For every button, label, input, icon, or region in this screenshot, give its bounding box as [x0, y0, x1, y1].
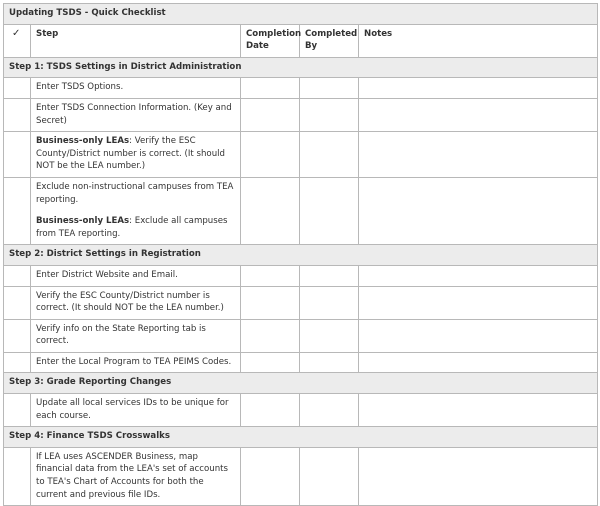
table-row [4, 98, 598, 131]
completed-by-cell[interactable] [300, 78, 359, 99]
step-text: Enter District Website and Email. [36, 269, 178, 280]
section-title: Step 4: Finance TSDS Crosswalks [9, 431, 171, 442]
step-text [31, 178, 240, 244]
completed-by-cell[interactable] [300, 98, 359, 131]
checkmark-icon: ✓ [12, 27, 21, 39]
check-cell[interactable] [4, 352, 31, 373]
table-row [4, 447, 598, 505]
check-cell[interactable] [4, 132, 31, 178]
step-text: If LEA uses ASCENDER Business, map financial data from the LEA's set of accounts to TEA's Chart of Accounts for both the current and previous file IDs. [36, 451, 228, 500]
completed-by-cell[interactable] [300, 132, 359, 178]
notes-cell[interactable] [359, 286, 598, 319]
notes-cell[interactable] [359, 447, 598, 505]
table-row [4, 352, 598, 373]
notes-cell[interactable] [359, 352, 598, 373]
notes-cell[interactable] [359, 319, 598, 352]
check-cell[interactable] [4, 78, 31, 99]
header-notes: Notes [364, 28, 393, 39]
table-row [4, 394, 598, 427]
step-text-part1: Exclude non-instructional campuses from TEA reporting. [36, 181, 234, 205]
completion-date-cell[interactable] [241, 319, 300, 352]
completion-date-cell[interactable] [241, 177, 300, 244]
notes-cell[interactable] [359, 265, 598, 286]
table-row [4, 265, 598, 286]
check-cell[interactable] [4, 265, 31, 286]
completion-date-cell[interactable] [241, 78, 300, 99]
completion-date-cell[interactable] [241, 394, 300, 427]
step-text: Enter the Local Program to TEA PEIMS Codes. [36, 356, 232, 367]
section-title: Step 3: Grade Reporting Changes [9, 377, 172, 388]
check-cell[interactable] [4, 286, 31, 319]
section-title: Step 2: District Settings in Registration [9, 249, 201, 260]
step-text [31, 132, 240, 177]
completion-date-cell[interactable] [241, 132, 300, 178]
header-row [4, 24, 598, 57]
check-cell[interactable] [4, 447, 31, 505]
check-cell[interactable] [4, 319, 31, 352]
step-bold-label: Business-only LEAs [36, 136, 130, 147]
step-text-rest: : Exclude all campuses from TEA reporting. [36, 216, 228, 239]
completed-by-cell[interactable] [300, 286, 359, 319]
table-row [4, 286, 598, 319]
header-completion-date: Completion Date [246, 28, 302, 52]
table-row [4, 177, 598, 244]
notes-cell[interactable] [359, 98, 598, 131]
table-row [4, 132, 598, 178]
completed-by-cell[interactable] [300, 394, 359, 427]
completed-by-cell[interactable] [300, 265, 359, 286]
completion-date-cell[interactable] [241, 286, 300, 319]
completion-date-cell[interactable] [241, 352, 300, 373]
section-title: Step 1: TSDS Settings in District Administration [9, 61, 242, 72]
check-cell[interactable] [4, 394, 31, 427]
step-text: Update all local services IDs to be unique for each course. [36, 398, 229, 421]
table-row [4, 319, 598, 352]
notes-cell[interactable] [359, 177, 598, 244]
table-title-row [4, 4, 598, 25]
step-text: Enter TSDS Connection Information. (Key and Secret) [36, 102, 232, 126]
check-cell[interactable] [4, 177, 31, 244]
completed-by-cell[interactable] [300, 352, 359, 373]
step-text: Verify info on the State Reporting tab is correct. [36, 323, 206, 347]
section-header-row [4, 57, 598, 78]
completed-by-cell[interactable] [300, 177, 359, 244]
step-text: Verify the ESC County/District number is correct. (It should NOT be the LEA number.) [36, 290, 224, 314]
step-text: Enter TSDS Options. [36, 82, 124, 93]
completed-by-cell[interactable] [300, 447, 359, 505]
step-text-rest: : Verify the ESC County/District number is correct. (It should NOT be the LEA number.) [36, 136, 225, 172]
section-header-row [4, 245, 598, 266]
checklist-sheet [3, 3, 597, 500]
table-row [4, 78, 598, 99]
header-completed-by: Completed By [305, 28, 358, 52]
completion-date-cell[interactable] [241, 265, 300, 286]
step-bold-label: Business-only LEAs [36, 216, 130, 227]
completion-date-cell[interactable] [241, 98, 300, 131]
completion-date-cell[interactable] [241, 447, 300, 505]
check-cell[interactable] [4, 98, 31, 131]
notes-cell[interactable] [359, 394, 598, 427]
completed-by-cell[interactable] [300, 319, 359, 352]
checklist-table [3, 3, 598, 506]
notes-cell[interactable] [359, 132, 598, 178]
notes-cell[interactable] [359, 78, 598, 99]
table-title: Updating TSDS - Quick Checklist [9, 8, 166, 18]
section-header-row [4, 427, 598, 448]
header-step: Step [36, 28, 59, 39]
section-header-row [4, 373, 598, 394]
